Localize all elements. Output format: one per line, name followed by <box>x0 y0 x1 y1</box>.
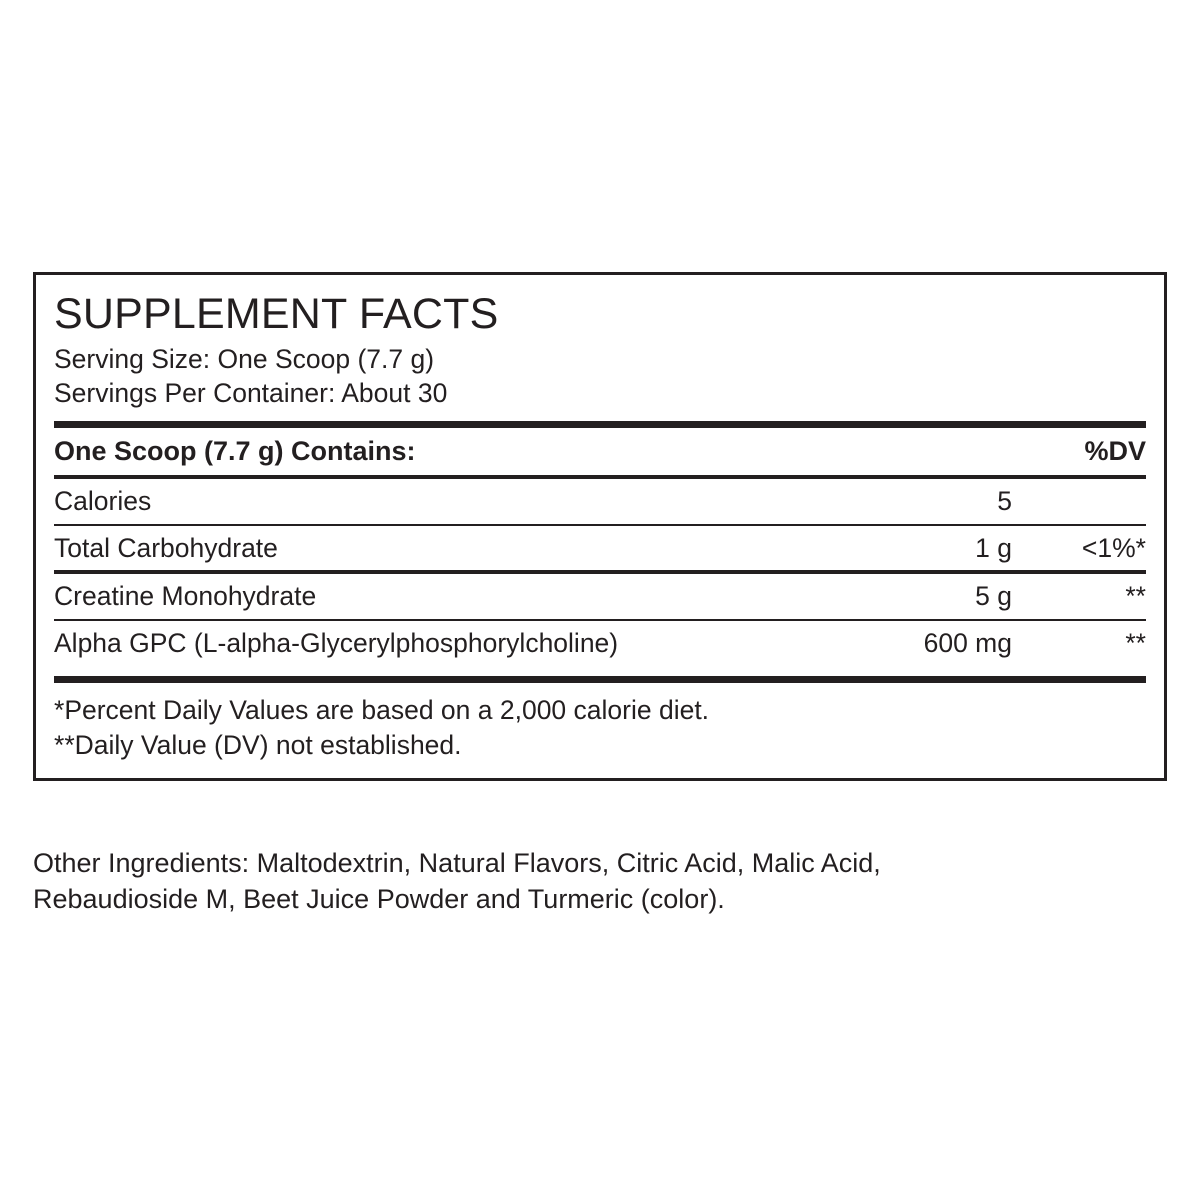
nutrient-name: Alpha GPC (L-alpha-Glycerylphosphorylcholine) <box>54 627 619 658</box>
table-header-dv: %DV <box>1084 436 1146 467</box>
other-ingredients-line-1: Other Ingredients: Maltodextrin, Natural Flavors, Citric Acid, Malic Acid, <box>33 848 881 878</box>
nutrient-amount: 5 <box>997 486 1012 517</box>
other-ingredients <box>33 845 1173 918</box>
supplement-facts-panel <box>33 272 1167 781</box>
nutrient-amount: 5 g <box>975 581 1012 612</box>
table-row <box>54 479 1146 524</box>
table-row <box>54 526 1146 571</box>
table-header-name: One Scoop (7.7 g) Contains: <box>54 436 416 467</box>
nutrient-name: Creatine Monohydrate <box>54 581 317 612</box>
divider-thick-top <box>54 421 1146 428</box>
footnotes <box>54 683 1146 762</box>
panel-title: SUPPLEMENT FACTS <box>54 290 499 338</box>
footnote-dv-not-established: **Daily Value (DV) not established. <box>54 729 462 760</box>
servings-per-container-line: Servings Per Container: About 30 <box>54 377 448 408</box>
other-ingredients-line-2: Rebaudioside M, Beet Juice Powder and Turmeric (color). <box>33 884 725 915</box>
divider-thick-bottom <box>54 676 1146 683</box>
nutrient-dv: ** <box>1125 627 1146 658</box>
serving-size-line: Serving Size: One Scoop (7.7 g) <box>54 343 435 374</box>
table-row <box>54 574 1146 619</box>
nutrient-amount: 1 g <box>975 532 1012 563</box>
nutrient-name: Calories <box>54 486 152 517</box>
nutrient-amount: 600 mg <box>923 627 1012 658</box>
nutrient-dv: ** <box>1125 581 1146 612</box>
table-header-row <box>54 428 1146 475</box>
footnote-percent-daily-value: *Percent Daily Values are based on a 2,000 calorie diet. <box>54 695 710 726</box>
nutrient-dv: <1%* <box>1081 532 1146 563</box>
nutrient-name: Total Carbohydrate <box>54 532 278 563</box>
table-row <box>54 621 1146 666</box>
